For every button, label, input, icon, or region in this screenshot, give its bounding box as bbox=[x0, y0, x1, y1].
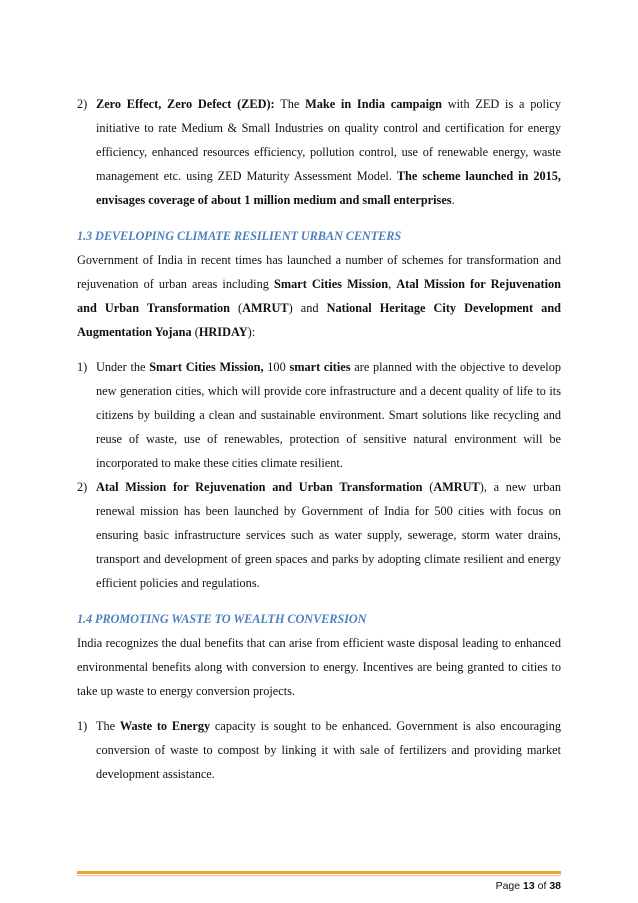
list-item-waste-to-energy bbox=[77, 714, 561, 786]
section-heading-1-4: 1.4 PROMOTING WASTE TO WEALTH CONVERSION bbox=[77, 612, 367, 626]
page-of-label: of bbox=[534, 880, 550, 892]
text-run: ) and bbox=[288, 301, 327, 315]
zed-term: Zero Effect, Zero Defect (ZED): bbox=[96, 97, 275, 111]
list-item-amrut bbox=[77, 475, 561, 595]
list-item-zed bbox=[77, 92, 561, 212]
page-number: 13 bbox=[523, 880, 535, 892]
spacer bbox=[77, 344, 561, 355]
smart-cities-term: Smart Cities Mission, bbox=[149, 360, 264, 374]
page-content bbox=[77, 92, 561, 786]
text-run: ( bbox=[230, 301, 243, 315]
section-1-3-intro bbox=[77, 248, 561, 344]
scheme-highlight: The scheme launched in 2015, envisages coverage of about 1 million medium and small enterprises bbox=[96, 169, 561, 207]
text-run: capacity is sought to be enhanced. Government is also encouraging conversion of waste to compost by linking it with sale of fertilizers and providing market development assistance. bbox=[96, 719, 561, 781]
list-number: 2) bbox=[77, 480, 88, 494]
page-footer bbox=[496, 880, 561, 892]
amrut-abbrev: AMRUT bbox=[242, 301, 289, 315]
text-run: ), a new urban renewal mission has been launched by Government of India for 500 cities with focus on ensuring basic infrastructure services such as water supply, sewerage, storm water drains, transport and development of green spaces and parks by adopting climate resilient and energy efficient policies and regulations. bbox=[96, 480, 561, 590]
hriday-term: National Heritage City Development and Augmentation Yojana bbox=[77, 301, 561, 339]
amrut-term: Atal Mission for Rejuvenation and Urban Transformation bbox=[96, 480, 423, 494]
list-number: 2) bbox=[77, 97, 88, 111]
text-run: 100 bbox=[263, 360, 290, 374]
footer-rule-thin bbox=[77, 875, 561, 876]
page-total: 38 bbox=[549, 880, 561, 892]
hriday-abbrev: HRIDAY bbox=[198, 325, 248, 339]
list-number: 1) bbox=[77, 360, 88, 374]
text-run: The bbox=[274, 97, 306, 111]
spacer bbox=[77, 703, 561, 714]
section-1-4-intro: India recognizes the dual benefits that can arise from efficient waste disposal leading to enhanced environmental benefits along with conversion to energy. Incentives are being granted to cities to take up waste to energy conversion projects. bbox=[77, 636, 561, 698]
footer-rule bbox=[77, 871, 561, 874]
text-run: Under the bbox=[96, 360, 150, 374]
smart-cities-count-term: smart cities bbox=[289, 360, 351, 374]
text-run: ( bbox=[422, 480, 434, 494]
text-run: . bbox=[451, 193, 455, 207]
amrut-abbrev: AMRUT bbox=[433, 480, 480, 494]
text-run: ( bbox=[191, 325, 199, 339]
list-item-smart-cities bbox=[77, 355, 561, 475]
text-run: The bbox=[96, 719, 120, 733]
text-run: , bbox=[388, 277, 397, 291]
text-run: are planned with the objective to develop new generation cities, which will provide core infrastructure and a decent quality of life to its citizens by building a clean and sustainable environment. Smart solutions like recycling and reuse of waste, use of renewables, protection of sensitive natural environment will be incorporated to make these cities climate resilient. bbox=[96, 360, 562, 470]
amrut-term: Atal Mission for Rejuvenation and Urban Transformation bbox=[77, 277, 562, 315]
text-run: ): bbox=[247, 325, 256, 339]
section-heading-1-3: 1.3 DEVELOPING CLIMATE RESILIENT URBAN CENTERS bbox=[77, 229, 402, 243]
smart-cities-term: Smart Cities Mission bbox=[274, 277, 389, 291]
make-in-india-term: Make in India campaign bbox=[305, 97, 442, 111]
list-number: 1) bbox=[77, 719, 88, 733]
waste-to-energy-term: Waste to Energy bbox=[119, 719, 211, 733]
text-run: Government of India in recent times has launched a number of schemes for transformation and rejuvenation of urban areas including bbox=[77, 253, 561, 291]
page-label: Page bbox=[495, 880, 524, 892]
text-run: with ZED is a policy initiative to rate Medium & Small Industries on quality control and certification for energy efficiency, enhanced resources efficiency, pollution control, use of renewable energy, waste management etc. using ZED Maturity Assessment Model. bbox=[96, 97, 561, 183]
